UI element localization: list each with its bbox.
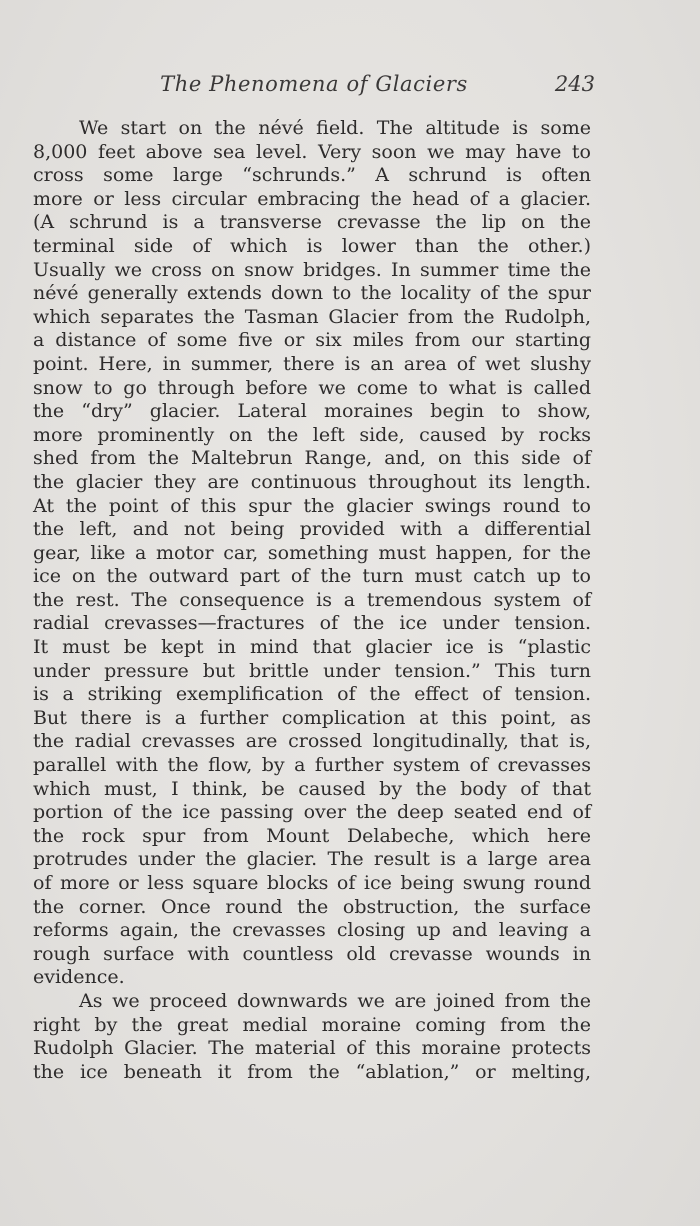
text-line: reforms again, the crevasses closing up and leaving a <box>33 919 591 942</box>
text-line: gear, like a motor car, something must happen, for the <box>33 541 591 564</box>
text-line: As we proceed downwards we are joined from the <box>79 989 591 1012</box>
text-line: more prominently on the left side, caused by rocks <box>33 423 591 446</box>
text-line: of more or less square blocks of ice being swung round <box>33 872 591 894</box>
text-line: the glacier they are continuous throughout its length. <box>33 470 591 493</box>
text-line: We start on the névé field. The altitude is some <box>79 117 591 139</box>
page-number: 243 <box>554 72 595 96</box>
text-line: radial crevasses—fractures of the ice under tension. <box>33 612 591 635</box>
text-line: portion of the ice passing over the deep seated end of <box>33 801 591 824</box>
text-line: Rudolph Glacier. The material of this moraine protects <box>33 1037 591 1060</box>
text-line: point. Here, in summer, there is an area of wet slushy <box>33 352 591 375</box>
text-line: But there is a further complication at this point, as <box>33 706 591 729</box>
text-line: shed from the Maltebrun Range, and, on this side of <box>33 447 591 470</box>
paragraph-1 <box>33 117 591 990</box>
text-line: snow to go through before we come to what is called <box>33 376 591 399</box>
text-line: cross some large “schrunds.” A schrund is often <box>33 164 591 187</box>
text-line: rough surface with countless old crevasse wounds in <box>33 942 591 965</box>
text-line: (A schrund is a transverse crevasse the lip on the <box>33 211 591 234</box>
text-line: At the point of this spur the glacier swings round to <box>33 494 591 517</box>
text-line: right by the great medial moraine coming from the <box>33 1013 591 1036</box>
text-line: more or less circular embracing the head of a glacier. <box>33 187 591 210</box>
text-line: the left, and not being provided with a differential <box>33 518 591 541</box>
text-line: Usually we cross on snow bridges. In summer time the <box>33 258 591 281</box>
text-line: under pressure but brittle under tension.” This turn <box>33 659 591 682</box>
text-line: the rock spur from Mount Delabeche, which here <box>33 824 591 847</box>
text-line: 8,000 feet above sea level. Very soon we may have to <box>33 140 591 163</box>
text-line: ice on the outward part of the turn must catch up to <box>33 565 591 588</box>
running-head <box>33 72 595 98</box>
running-title: The Phenomena of Glaciers <box>160 72 468 96</box>
paragraph-2 <box>33 990 591 1084</box>
text-line: which separates the Tasman Glacier from the Rudolph, <box>33 305 591 328</box>
text-line: terminal side of which is lower than the other.) <box>33 234 591 257</box>
text-line: the ice beneath it from the “ablation,” or melting, <box>33 1060 591 1083</box>
text-line: the rest. The consequence is a tremendous system of <box>33 588 591 611</box>
body-text <box>33 117 591 1084</box>
text-line: is a striking exemplification of the effect of tension. <box>33 683 591 706</box>
text-line: the corner. Once round the obstruction, the surface <box>33 895 591 918</box>
text-line: protrudes under the glacier. The result is a large area <box>33 848 591 871</box>
text-line: névé generally extends down to the locality of the spur <box>33 282 591 305</box>
text-line: the “dry” glacier. Lateral moraines begin to show, <box>33 400 591 423</box>
text-line: a distance of some five or six miles from our starting <box>33 329 591 352</box>
text-line: the radial crevasses are crossed longitudinally, that is, <box>33 730 591 753</box>
text-line: which must, I think, be caused by the body of that <box>33 777 591 800</box>
text-line: parallel with the flow, by a further system of crevasses <box>33 754 591 777</box>
text-line: It must be kept in mind that glacier ice is “plastic <box>33 636 591 659</box>
text-line: evidence. <box>33 966 125 989</box>
